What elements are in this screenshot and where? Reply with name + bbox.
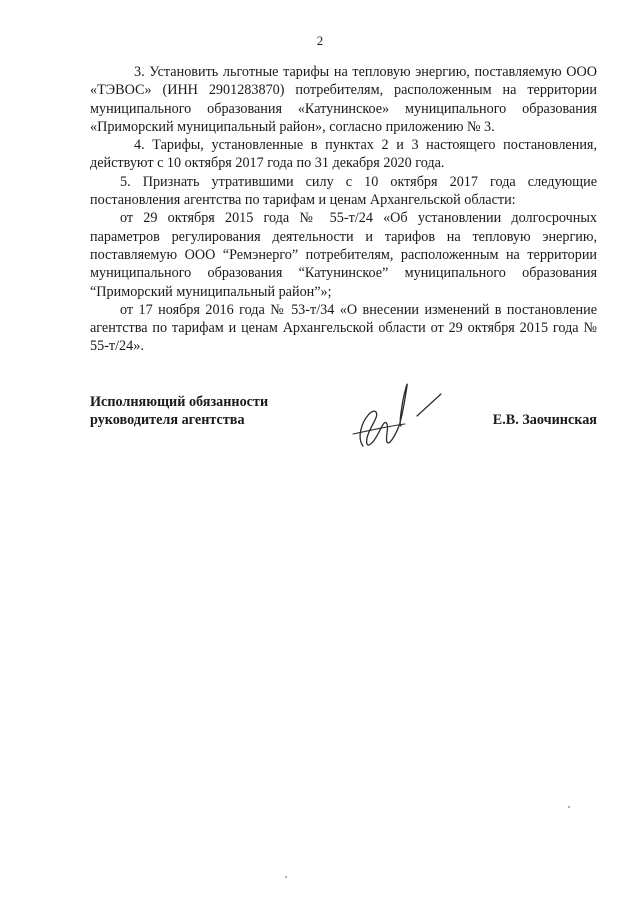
repealed-resolution-2: от 17 ноября 2016 года № 53-т/34 «О внесении изменений в постановление агентства по тарифам и ценам Архангельской области от 29 октября 2015 года № 55-т/24». [90,301,597,355]
document-body [90,63,597,356]
handwritten-signature [345,368,455,468]
signatory-name: Е.В. Заочинская [492,412,597,428]
paragraph-item-4: 4. Тарифы, установленные в пунктах 2 и 3 настоящего постановления, действуют с 10 октября 2017 года по 31 декабря 2020 года. [90,137,597,172]
paragraph-item-5: 5. Признать утратившими силу с 10 октября 2017 года следующие постановления агентства по тарифам и ценам Архангельской области: [90,173,597,209]
signatory-title-line-2: руководителя агентства [90,412,245,429]
scan-artifact [568,806,570,808]
paragraph-item-3: 3. Установить льготные тарифы на тепловую энергию, поставляемую ООО «ТЭВОС» (ИНН 2901283870) потребителям, расположенным на территории муниципального образования «Катунинское» муниципального образования «Приморский муниципальный район», согласно приложению № 3. [90,64,597,135]
signatory-title [90,393,268,430]
repealed-resolution-1: от 29 октября 2015 года № 55-т/24 «Об установлении долгосрочных параметров регулирования деятельности и тарифов на тепловую энергию, поставляемую ООО “Ремэнерго” потребителям, расположенным на территории муниципального образования “Катунинское” муниципального образования “Приморский муниципальный район”»; [90,210,597,300]
signature-scribble-icon [345,368,455,463]
scan-artifact [285,876,287,878]
signature-block [90,393,597,463]
signatory-title-line-1: Исполняющий обязанности [90,394,269,410]
page-number: 2 [316,33,324,48]
